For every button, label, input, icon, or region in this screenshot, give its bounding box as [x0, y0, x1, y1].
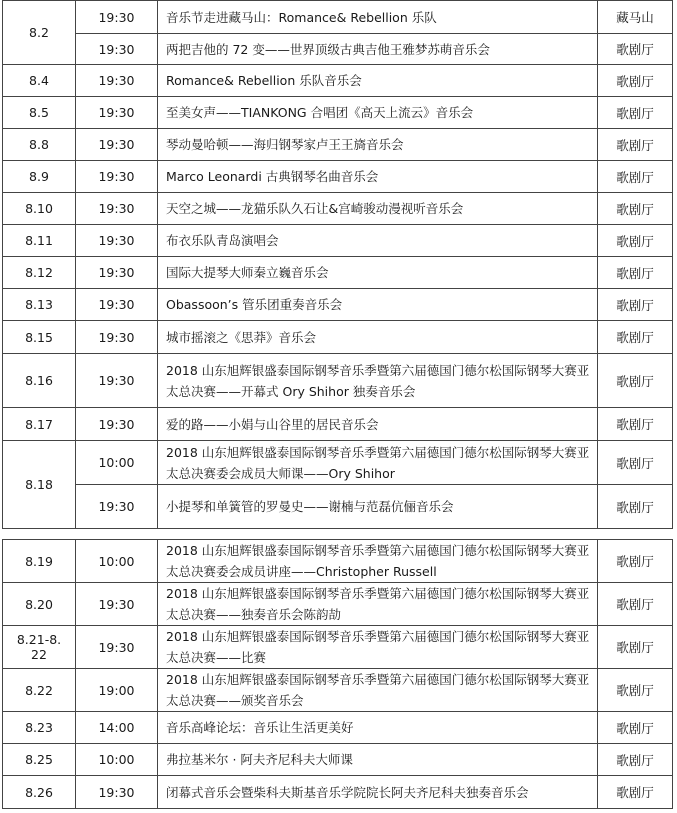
- schedule-row: [3, 441, 673, 485]
- event-time: 19:30: [76, 225, 158, 257]
- event-time: 19:30: [76, 626, 158, 669]
- event-venue: 歌剧厅: [598, 408, 673, 441]
- schedule-row: [3, 65, 673, 97]
- event-title: 小提琴和单簧管的罗曼史——谢楠与范磊伉俪音乐会: [158, 485, 598, 529]
- event-venue: 歌剧厅: [598, 257, 673, 289]
- event-date: 8.20: [3, 583, 76, 626]
- schedule-row: [3, 193, 673, 225]
- event-venue: 歌剧厅: [598, 669, 673, 712]
- event-time: 19:30: [76, 257, 158, 289]
- event-date: 8.5: [3, 97, 76, 129]
- schedule-row: [3, 540, 673, 583]
- schedule-row: [3, 257, 673, 289]
- event-venue: 歌剧厅: [598, 441, 673, 485]
- event-venue: 藏马山: [598, 1, 673, 34]
- event-venue: 歌剧厅: [598, 289, 673, 321]
- event-venue: 歌剧厅: [598, 744, 673, 776]
- event-date: 8.16: [3, 354, 76, 408]
- schedule-row: [3, 225, 673, 257]
- event-title: 爱的路——小娟与山谷里的居民音乐会: [158, 408, 598, 441]
- event-time: 19:30: [76, 583, 158, 626]
- event-title: 2018 山东旭辉银盛泰国际钢琴音乐季暨第六届德国门德尔松国际钢琴大赛亚太总决赛——颁奖音乐会: [158, 669, 598, 712]
- event-title: 音乐节走进藏马山：Romance& Rebellion 乐队: [158, 1, 598, 34]
- schedule-row: [3, 34, 673, 65]
- schedule-table-1: [2, 0, 673, 529]
- event-title: 2018 山东旭辉银盛泰国际钢琴音乐季暨第六届德国门德尔松国际钢琴大赛亚太总决赛——比赛: [158, 626, 598, 669]
- event-time: 19:30: [76, 34, 158, 65]
- schedule-row: [3, 669, 673, 712]
- event-title: 国际大提琴大师秦立巍音乐会: [158, 257, 598, 289]
- event-venue: 歌剧厅: [598, 485, 673, 529]
- event-title: Marco Leonardi 古典钢琴名曲音乐会: [158, 161, 598, 193]
- schedule-row: [3, 712, 673, 744]
- event-time: 19:30: [76, 289, 158, 321]
- event-time: 19:30: [76, 408, 158, 441]
- event-date: 8.10: [3, 193, 76, 225]
- event-date: 8.2: [3, 1, 76, 65]
- schedule-row: [3, 354, 673, 408]
- event-title: Obassoon’s 管乐团重奏音乐会: [158, 289, 598, 321]
- event-title: 弗拉基米尔 · 阿夫齐尼科夫大师课: [158, 744, 598, 776]
- schedule-row: [3, 626, 673, 669]
- event-time: 19:30: [76, 97, 158, 129]
- event-time: 19:30: [76, 776, 158, 809]
- event-title: 2018 山东旭辉银盛泰国际钢琴音乐季暨第六届德国门德尔松国际钢琴大赛亚太总决赛——开幕式 Ory Shihor 独奏音乐会: [158, 354, 598, 408]
- event-time: 10:00: [76, 540, 158, 583]
- event-date: 8.9: [3, 161, 76, 193]
- event-venue: 歌剧厅: [598, 34, 673, 65]
- event-time: 10:00: [76, 441, 158, 485]
- event-venue: 歌剧厅: [598, 354, 673, 408]
- event-venue: 歌剧厅: [598, 626, 673, 669]
- event-title: 2018 山东旭辉银盛泰国际钢琴音乐季暨第六届德国门德尔松国际钢琴大赛亚太总决赛——独奏音乐会陈韵劼: [158, 583, 598, 626]
- event-date: 8.11: [3, 225, 76, 257]
- schedule-table-1-body: [3, 1, 673, 529]
- event-title: 音乐高峰论坛：音乐让生活更美好: [158, 712, 598, 744]
- event-venue: 歌剧厅: [598, 65, 673, 97]
- event-venue: 歌剧厅: [598, 97, 673, 129]
- event-date: 8.21-8.22: [3, 626, 76, 669]
- event-venue: 歌剧厅: [598, 193, 673, 225]
- event-title: 闭幕式音乐会暨柴科夫斯基音乐学院院长阿夫齐尼科夫独奏音乐会: [158, 776, 598, 809]
- event-time: 19:30: [76, 354, 158, 408]
- event-venue: 歌剧厅: [598, 161, 673, 193]
- event-venue: 歌剧厅: [598, 776, 673, 809]
- schedule-row: [3, 408, 673, 441]
- event-time: 19:30: [76, 161, 158, 193]
- schedule-row: [3, 129, 673, 161]
- event-date: 8.26: [3, 776, 76, 809]
- event-date: 8.18: [3, 441, 76, 529]
- schedule-row: [3, 321, 673, 354]
- event-date: 8.4: [3, 65, 76, 97]
- event-date: 8.8: [3, 129, 76, 161]
- event-venue: 歌剧厅: [598, 712, 673, 744]
- event-venue: 歌剧厅: [598, 321, 673, 354]
- event-time: 19:30: [76, 193, 158, 225]
- schedule-row: [3, 161, 673, 193]
- event-time: 19:30: [76, 321, 158, 354]
- event-title: 2018 山东旭辉银盛泰国际钢琴音乐季暨第六届德国门德尔松国际钢琴大赛亚太总决赛委会成员大师课——Ory Shihor: [158, 441, 598, 485]
- event-date: 8.13: [3, 289, 76, 321]
- schedule-row: [3, 485, 673, 529]
- event-title: 城市摇滚之《思莽》音乐会: [158, 321, 598, 354]
- event-venue: 歌剧厅: [598, 225, 673, 257]
- schedule-row: [3, 97, 673, 129]
- event-venue: 歌剧厅: [598, 540, 673, 583]
- schedule-row: [3, 1, 673, 34]
- event-date: 8.19: [3, 540, 76, 583]
- event-date: 8.23: [3, 712, 76, 744]
- event-time: 19:30: [76, 485, 158, 529]
- event-date: 8.15: [3, 321, 76, 354]
- event-title: 天空之城——龙猫乐队久石让&宫崎骏动漫视听音乐会: [158, 193, 598, 225]
- event-title: 两把吉他的 72 变——世界顶级古典吉他王雅梦苏萌音乐会: [158, 34, 598, 65]
- event-date: 8.12: [3, 257, 76, 289]
- event-time: 19:30: [76, 1, 158, 34]
- event-title: 2018 山东旭辉银盛泰国际钢琴音乐季暨第六届德国门德尔松国际钢琴大赛亚太总决赛委会成员讲座——Christopher Russell: [158, 540, 598, 583]
- schedule-row: [3, 289, 673, 321]
- schedule-table-2: [2, 539, 673, 809]
- event-date: 8.25: [3, 744, 76, 776]
- event-date: 8.17: [3, 408, 76, 441]
- event-title: 布衣乐队青岛演唱会: [158, 225, 598, 257]
- event-time: 19:30: [76, 129, 158, 161]
- event-title: 至美女声——TIANKONG 合唱团《高天上流云》音乐会: [158, 97, 598, 129]
- schedule-table-2-body: [3, 540, 673, 809]
- event-time: 19:00: [76, 669, 158, 712]
- event-time: 14:00: [76, 712, 158, 744]
- schedule-row: [3, 583, 673, 626]
- event-title: 琴动曼哈顿——海归钢琴家卢王王旖音乐会: [158, 129, 598, 161]
- schedule-row: [3, 744, 673, 776]
- event-time: 10:00: [76, 744, 158, 776]
- event-venue: 歌剧厅: [598, 583, 673, 626]
- event-date: 8.22: [3, 669, 76, 712]
- event-time: 19:30: [76, 65, 158, 97]
- event-venue: 歌剧厅: [598, 129, 673, 161]
- event-title: Romance& Rebellion 乐队音乐会: [158, 65, 598, 97]
- schedule-row: [3, 776, 673, 809]
